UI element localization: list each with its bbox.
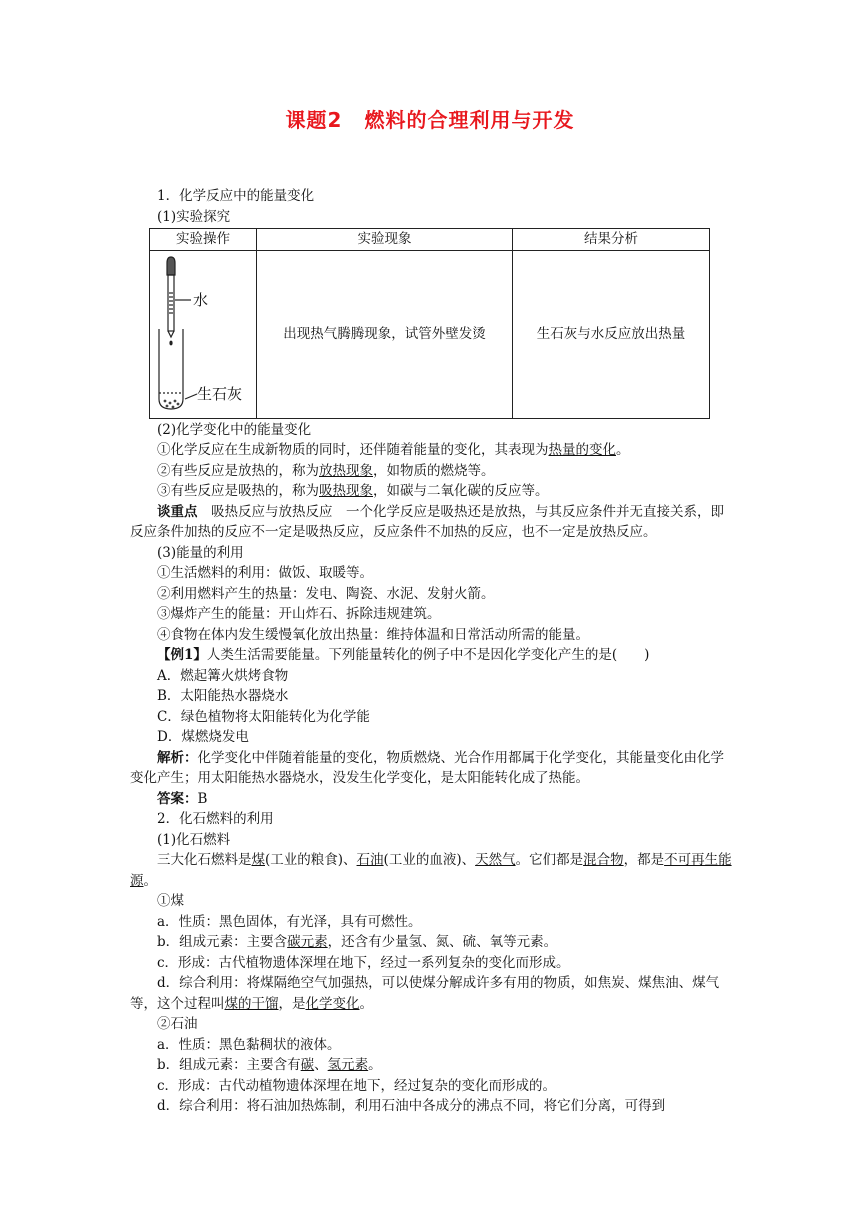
table-header-analysis: 结果分析: [513, 229, 710, 251]
text-span: 。它们都是: [515, 852, 584, 868]
text-span: (工业的粮食)、: [265, 852, 357, 868]
energy-point-2: [130, 461, 736, 482]
oil-formation: c．形成：古代动植物遗体深埋在地下，经过复杂的变化而形成的。: [157, 1077, 557, 1094]
coal-composition: [130, 932, 736, 953]
underlined-answer: 不可再生能源: [130, 852, 732, 889]
underlined-answer: 碳: [300, 1057, 315, 1073]
dropper-icon: [167, 257, 191, 337]
example-question: [130, 645, 736, 666]
experiment-diagram: [151, 253, 255, 415]
coal-utilization: [130, 973, 736, 1014]
fossil-fuels-paragraph: [130, 850, 736, 891]
underlined-answer: 放热现象: [319, 462, 373, 479]
coal-property: a．性质：黑色固体，有光泽，具有可燃性。: [157, 913, 422, 930]
document-body: [130, 186, 736, 1117]
analysis-text: 化学变化中伴随着能量的变化，物质燃烧、光合作用都属于化学变化，其能量变化由化学变化产生；用太阳能热水器烧水，没发生化学变化，是太阳能转化成了热能。: [130, 749, 724, 786]
table-header-phenomenon: 实验现象: [257, 229, 513, 251]
quicklime-particles: [164, 400, 180, 409]
option-c: C．绿色植物将太阳能转化为化学能: [157, 708, 370, 725]
option-b: B．太阳能热水器烧水: [157, 688, 289, 704]
text-span: 。: [368, 1057, 382, 1073]
energy-use-4: ④食物在体内发生缓慢氧化放出热量：维持体温和日常活动所需的能量。: [157, 626, 589, 643]
section-1-sub-1: (1)实验探究: [157, 208, 231, 225]
energy-use-1: ①生活燃料的利用：做饭、取暖等。: [157, 565, 373, 581]
underlined-answer: 热量的变化: [548, 442, 616, 458]
underlined-answer: 氢元素: [327, 1057, 369, 1073]
underlined-answer: 化学变化: [305, 995, 360, 1012]
key-point-note: [130, 502, 736, 543]
underlined-answer: 煤: [251, 852, 265, 868]
oil-property: a．性质：黑色黏稠状的液体。: [157, 1036, 341, 1053]
oil-utilization: d．综合利用：将石油加热炼制，利用石油中各成分的沸点不同，将它们分离，可得到: [157, 1098, 666, 1114]
test-tube-icon: [159, 329, 197, 409]
coal-formation: c．形成：古代植物遗体深埋在地下，经过一系列复杂的变化而形成。: [157, 954, 570, 971]
table-cell-phenomenon: 出现热气腾腾现象，试管外壁发烫: [257, 250, 513, 418]
section-2-sub-1: (1)化石燃料: [157, 831, 231, 848]
table-header-operation: 实验操作: [150, 229, 257, 251]
lesson-name: 燃料的合理利用与开发: [364, 108, 575, 132]
text-span: 三大化石燃料是: [157, 852, 252, 868]
water-label: 水: [193, 291, 209, 309]
text-span: ②有些反应是放热的，称为: [157, 462, 319, 479]
text-span: ，是: [278, 995, 306, 1012]
oil-composition: [130, 1055, 736, 1076]
table-cell-operation: [150, 250, 257, 418]
energy-use-2: ②利用燃料产生的热量：发电、陶瓷、水泥、发射火箭。: [157, 585, 495, 602]
example-answer: [130, 789, 736, 810]
underlined-answer: 吸热现象: [319, 483, 373, 499]
section-1-sub-2: (2)化学变化中的能量变化: [157, 421, 312, 438]
text-span: ，都是: [623, 852, 665, 868]
analysis-label: 解析：: [157, 749, 198, 766]
energy-use-3: ③爆炸产生的能量：开山炸石、拆除违规建筑。: [157, 606, 441, 622]
note-label: 谈重点: [157, 503, 198, 520]
experiment-table: [149, 228, 710, 419]
page-title: [0, 104, 860, 133]
example-label: 【例1】: [157, 647, 207, 663]
text-span: b．组成元素：主要含: [157, 934, 288, 950]
text-span: 、: [314, 1057, 328, 1073]
energy-point-3: [130, 481, 736, 502]
coal-heading: ①煤: [157, 893, 184, 909]
lesson-code: 课题2: [285, 108, 343, 132]
oil-heading: ②石油: [157, 1016, 198, 1032]
question-text: 人类生活需要能量。下列能量转化的例子中不是因化学变化产生的是( ): [206, 647, 650, 663]
underlined-answer: 天然气: [475, 852, 516, 868]
water-drop: [169, 341, 172, 346]
underlined-answer: 石油: [356, 852, 384, 868]
answer-label: 答案：: [157, 790, 198, 807]
quicklime-label: 生石灰: [197, 385, 243, 403]
text-span: ③有些反应是吸热的，称为: [157, 483, 319, 499]
text-span: (工业的血液)、: [383, 852, 476, 868]
section-1-heading: 1．化学反应中的能量变化: [157, 188, 315, 204]
text-span: 。: [359, 995, 373, 1012]
example-analysis: [130, 748, 736, 789]
text-span: 。: [143, 872, 157, 889]
text-span: 。: [616, 442, 630, 458]
energy-point-1: [130, 440, 736, 461]
text-span: ，如碳与二氧化碳的反应等。: [373, 483, 549, 499]
answer-text: B: [197, 790, 208, 807]
option-d: D．煤燃烧发电: [157, 729, 249, 745]
text-span: ①化学反应在生成新物质的同时，还伴随着能量的变化，其表现为: [157, 442, 549, 458]
text-span: ，如物质的燃烧等。: [373, 462, 495, 479]
text-span: ，还含有少量氢、氮、硫、氧等元素。: [327, 934, 558, 950]
section-2-heading: 2．化石燃料的利用: [157, 811, 274, 827]
option-a: A．燃起篝火烘烤食物: [157, 667, 289, 684]
text-span: d．综合利用：将煤隔绝空气加强热，可以使煤分解成许多有用的物质，如焦炭、煤焦油、煤气等，这个过程叫: [130, 975, 720, 1012]
note-text: 吸热反应与放热反应 一个化学反应是吸热还是放热，与其反应条件并无直接关系，即反应条件加热的反应不一定是吸热反应，反应条件不加热的反应，也不一定是放热反应。: [130, 503, 724, 540]
text-span: b．组成元素：主要含有: [157, 1057, 301, 1073]
underlined-answer: 碳元素: [287, 934, 328, 950]
underlined-answer: 煤的干馏: [224, 995, 279, 1012]
underlined-answer: 混合物: [583, 852, 624, 868]
section-1-sub-3: (3)能量的利用: [157, 544, 244, 561]
table-cell-analysis: 生石灰与水反应放出热量: [513, 250, 710, 418]
